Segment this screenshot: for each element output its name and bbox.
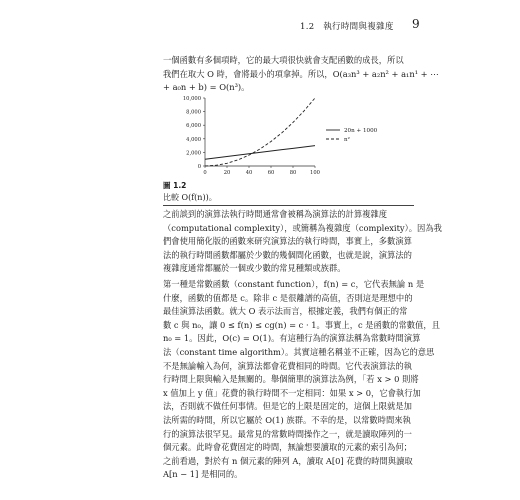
text-line: 一個函數有多個項時，它的最大項很快就會支配函數的成長，所以 (163, 55, 404, 65)
text-line: 法（constant time algorithm）。其實這種名稱並不正確，因為它的意思 (163, 346, 435, 357)
y-tick-label: 8,000 (186, 109, 201, 116)
text-line: （computational complexity），或簡稱為複雜度（complexity）。因為我 (163, 222, 442, 233)
y-tick-label: 2,000 (186, 150, 201, 157)
y-tick-label: 4,000 (186, 136, 201, 143)
text-line: 法，否則就不做任何事情。但是它的上限是固定的，這個上限就是加 (163, 401, 412, 412)
text-line: 們會使用簡化版的函數來研究演算法的執行時間，事實上，多數演算 (163, 236, 412, 247)
legend-label: 20n + 1000 (344, 128, 378, 134)
x-tick-label: 100 (310, 170, 320, 176)
y-tick-label: 10,000 (182, 96, 201, 102)
intro-paragraph (163, 54, 439, 95)
text-line: 之前談到的演算法執行時間通常會被稱為演算法的計算複雜度 (163, 209, 388, 219)
text-line: A[n − 1] 是相同的。 (163, 469, 243, 480)
y-tick-label: 0 (197, 164, 201, 170)
y-tick-label: 6,000 (186, 123, 201, 130)
legend-label: n² (344, 137, 350, 143)
complexity-chart (163, 90, 413, 180)
figure-label: 圖 1.2 (163, 181, 187, 190)
text-line: 我們在取大 O 時，會將最小的項拿掉。所以，O(a₃n³ + a₂n² + a₁n¹ + ⋯ (163, 68, 439, 79)
running-header (0, 17, 520, 40)
complexity-paragraph (163, 208, 442, 276)
figure-caption-text: 比較 O(f(n))。 (163, 193, 217, 202)
text-line: 行的演算法很罕見。最常見的常數時間操作之一，就是讀取陣列的一 (163, 428, 412, 439)
figure-caption (163, 180, 217, 204)
text-line: + a₀n + b) = O(n³)。 (163, 82, 250, 93)
caption-divider (163, 205, 414, 206)
x-tick-label: 60 (267, 170, 275, 176)
series-line-1 (205, 98, 315, 166)
text-line: 法所需的時間，所以它屬於 O(1) 族群。不幸的是，以常數時間來執 (163, 414, 411, 425)
text-line: 法的執行時間函數都屬於少數的幾個間化函數，也就是說，演算法的 (163, 249, 412, 260)
x-tick-label: 20 (223, 170, 231, 176)
constant-function-paragraph (163, 278, 440, 482)
text-line: 最佳演算法函數。就大 O 表示法而言，根據定義，我們有個正的常 (163, 306, 408, 317)
text-line: 不是無論輸入為何，演算法都會花費相同的時間。它代表演算法的執 (163, 360, 412, 371)
text-line: 行時間上限與輸入是無關的。舉個簡單的演算法為例，「若 x > 0 則將 (163, 374, 419, 385)
text-line: x 值加上 y 值」花費的執行時間不一定相同：如果 x > 0，它會執行加 (163, 387, 421, 398)
text-line: 複雜度通常都屬於一個或少數的常見種類或族群。 (163, 263, 346, 274)
text-line: 什麼，函數的值都是 c。除非 c 是很離譜的高值，否則這是理想中的 (163, 292, 413, 303)
section-title: 1.2 執行時間與複雜度 (300, 22, 394, 32)
page-number: 9 (412, 17, 420, 31)
text-line: 之前看過，對於有 n 個元素的陣列 A，讀取 A[0] 花費的時間與讀取 (163, 455, 413, 466)
series-line-0 (205, 146, 315, 160)
text-line: 數 c 與 n₀，讓 0 ≤ f(n) ≤ cg(n) = c · 1。事實上，c 是函數的常數值，且 (163, 319, 440, 330)
text-line: 第一種是常數函數（constant function），f(n) = c，它代表無論 n 是 (163, 279, 425, 289)
x-tick-label: 40 (245, 170, 253, 176)
text-line: n₀ = 1。因此，O(c) = O(1)。有這種行為的演算法稱為常數時間演算 (163, 333, 421, 344)
text-line: 個元素。此時會花費固定的時間，無論想要讀取的元素的索引為何； (163, 442, 412, 453)
x-tick-label: 80 (289, 170, 297, 176)
x-tick-label: 0 (203, 170, 207, 176)
